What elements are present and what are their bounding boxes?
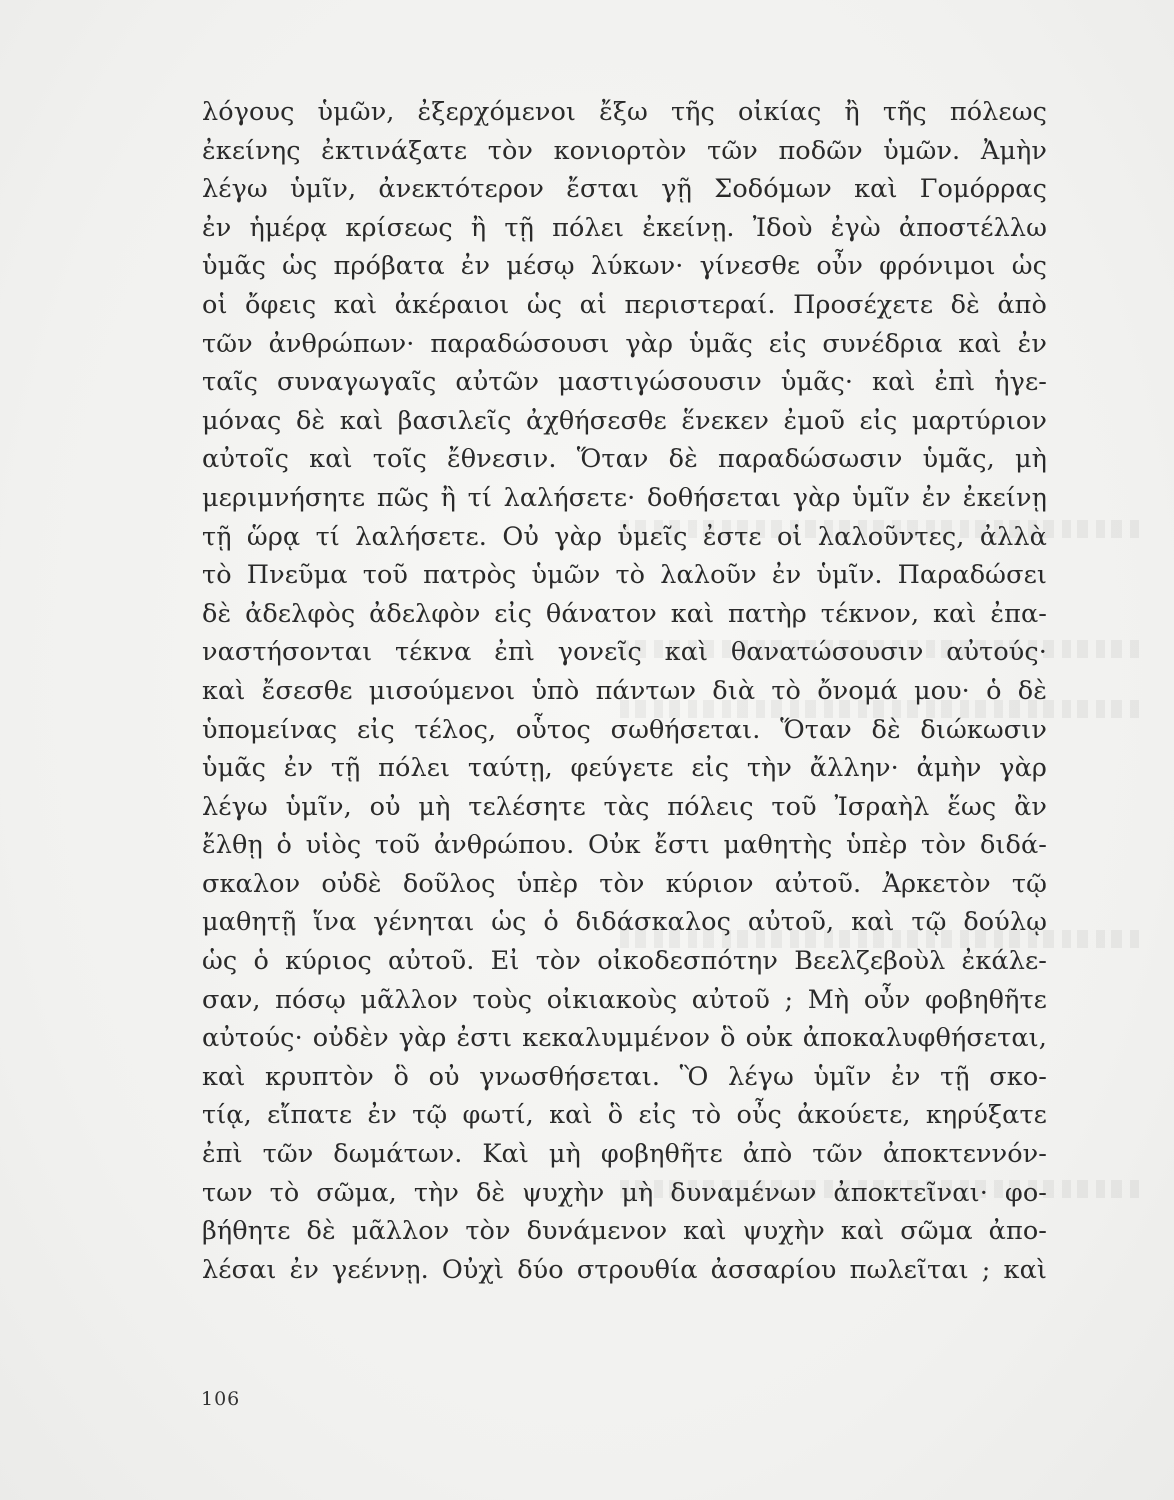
text-line: ναστήσονται τέκνα ἐπὶ γονεῖς καὶ θανατώσουσιν αὐτούς· [202, 637, 1047, 668]
text-line: μόνας δὲ καὶ βασιλεῖς ἀχθήσεσθε ἕνεκεν ἐμοῦ εἰς μαρτύριον [202, 405, 1047, 436]
text-line: ὑπομείνας εἰς τέλος, οὗτος σωθήσεται. Ὅταν δὲ διώκωσιν [202, 714, 1047, 745]
text-line: σκαλον οὐδὲ δοῦλος ὑπὲρ τὸν κύριον αὐτοῦ. Ἀρκετὸν τῷ [202, 868, 1047, 899]
text-line: λόγους ὑμῶν, ἐξερχόμενοι ἔξω τῆς οἰκίας ἢ τῆς πόλεως [202, 97, 1047, 127]
text-line: τῶν ἀνθρώπων· παραδώσουσι γὰρ ὑμᾶς εἰς συνέδρια καὶ ἐν [202, 328, 1047, 359]
text-line: καὶ κρυπτὸν ὃ οὐ γνωσθήσεται. Ὃ λέγω ὑμῖν ἐν τῇ σκο- [202, 1061, 1047, 1092]
text-line: των τὸ σῶμα, τὴν δὲ ψυχὴν μὴ δυναμένων ἀποκτεῖναι· φο- [202, 1177, 1047, 1208]
text-line: ἐπὶ τῶν δωμάτων. Καὶ μὴ φοβηθῆτε ἀπὸ τῶν ἀποκτεννόν- [202, 1139, 1047, 1170]
text-line: λέγω ὑμῖν, ἀνεκτότερον ἔσται γῇ Σοδόμων καὶ Γομόρρας [202, 174, 1047, 205]
text-line: τίᾳ, εἴπατε ἐν τῷ φωτί, καὶ ὃ εἰς τὸ οὖς ἀκούετε, κηρύξατε [202, 1100, 1047, 1131]
text-line: ὡς ὁ κύριος αὐτοῦ. Εἰ τὸν οἰκοδεσπότην Βεελζεβοὺλ ἐκάλε- [202, 946, 1047, 977]
text-line: ταῖς συναγωγαῖς αὐτῶν μαστιγώσουσιν ὑμᾶς· καὶ ἐπὶ ἡγε- [202, 367, 1047, 398]
text-line: ἐν ἡμέρᾳ κρίσεως ἢ τῇ πόλει ἐκείνῃ. Ἰδοὺ ἐγὼ ἀποστέλλω [202, 212, 1047, 243]
text-line: καὶ ἔσεσθε μισούμενοι ὑπὸ πάντων διὰ τὸ ὄνομά μου· ὁ δὲ [202, 675, 1047, 706]
body-text [202, 93, 1047, 1289]
text-line: ὑμᾶς ὡς πρόβατα ἐν μέσῳ λύκων· γίνεσθε οὖν φρόνιμοι ὡς [202, 251, 1047, 282]
text-line: μεριμνήσητε πῶς ἢ τί λαλήσετε· δοθήσεται γὰρ ὑμῖν ἐν ἐκείνῃ [202, 482, 1047, 513]
text-line: δὲ ἀδελφὸς ἀδελφὸν εἰς θάνατον καὶ πατὴρ τέκνον, καὶ ἐπα- [202, 598, 1047, 629]
text-line: ἐκείνης ἐκτινάξατε τὸν κονιορτὸν τῶν ποδῶν ὑμῶν. Ἀμὴν [202, 135, 1047, 166]
text-line: αὐτοῖς καὶ τοῖς ἔθνεσιν. Ὅταν δὲ παραδώσωσιν ὑμᾶς, μὴ [202, 444, 1047, 475]
text-line: οἱ ὄφεις καὶ ἀκέραιοι ὡς αἱ περιστεραί. Προσέχετε δὲ ἀπὸ [202, 289, 1047, 320]
text-line: βήθητε δὲ μᾶλλον τὸν δυνάμενον καὶ ψυχὴν καὶ σῶμα ἀπο- [202, 1216, 1047, 1247]
text-line: τῇ ὥρᾳ τί λαλήσετε. Οὐ γὰρ ὑμεῖς ἐστε οἱ λαλοῦντες, ἀλλὰ [202, 521, 1047, 552]
text-line: ἔλθῃ ὁ υἱὸς τοῦ ἀνθρώπου. Οὐκ ἔστι μαθητὴς ὑπὲρ τὸν διδά- [202, 830, 1047, 861]
text-line: σαν, πόσῳ μᾶλλον τοὺς οἰκιακοὺς αὐτοῦ ; Μὴ οὖν φοβηθῆτε [202, 984, 1047, 1015]
text-line: ὑμᾶς ἐν τῇ πόλει ταύτῃ, φεύγετε εἰς τὴν ἄλλην· ἀμὴν γὰρ [202, 753, 1047, 784]
text-line: μαθητῇ ἵνα γένηται ὡς ὁ διδάσκαλος αὐτοῦ, καὶ τῷ δούλῳ [202, 907, 1047, 938]
text-line: τὸ Πνεῦμα τοῦ πατρὸς ὑμῶν τὸ λαλοῦν ἐν ὑμῖν. Παραδώσει [202, 560, 1047, 591]
text-line: λέγω ὑμῖν, οὐ μὴ τελέσητε τὰς πόλεις τοῦ Ἰσραὴλ ἕως ἂν [202, 791, 1047, 822]
text-line: αὐτούς· οὐδὲν γὰρ ἐστι κεκαλυμμένον ὃ οὐκ ἀποκαλυφθήσεται, [202, 1023, 1047, 1054]
page-number: 106 [201, 1388, 241, 1410]
text-line: λέσαι ἐν γεέννῃ. Οὐχὶ δύο στρουθία ἀσσαρίου πωλεῖται ; καὶ [202, 1254, 1047, 1285]
